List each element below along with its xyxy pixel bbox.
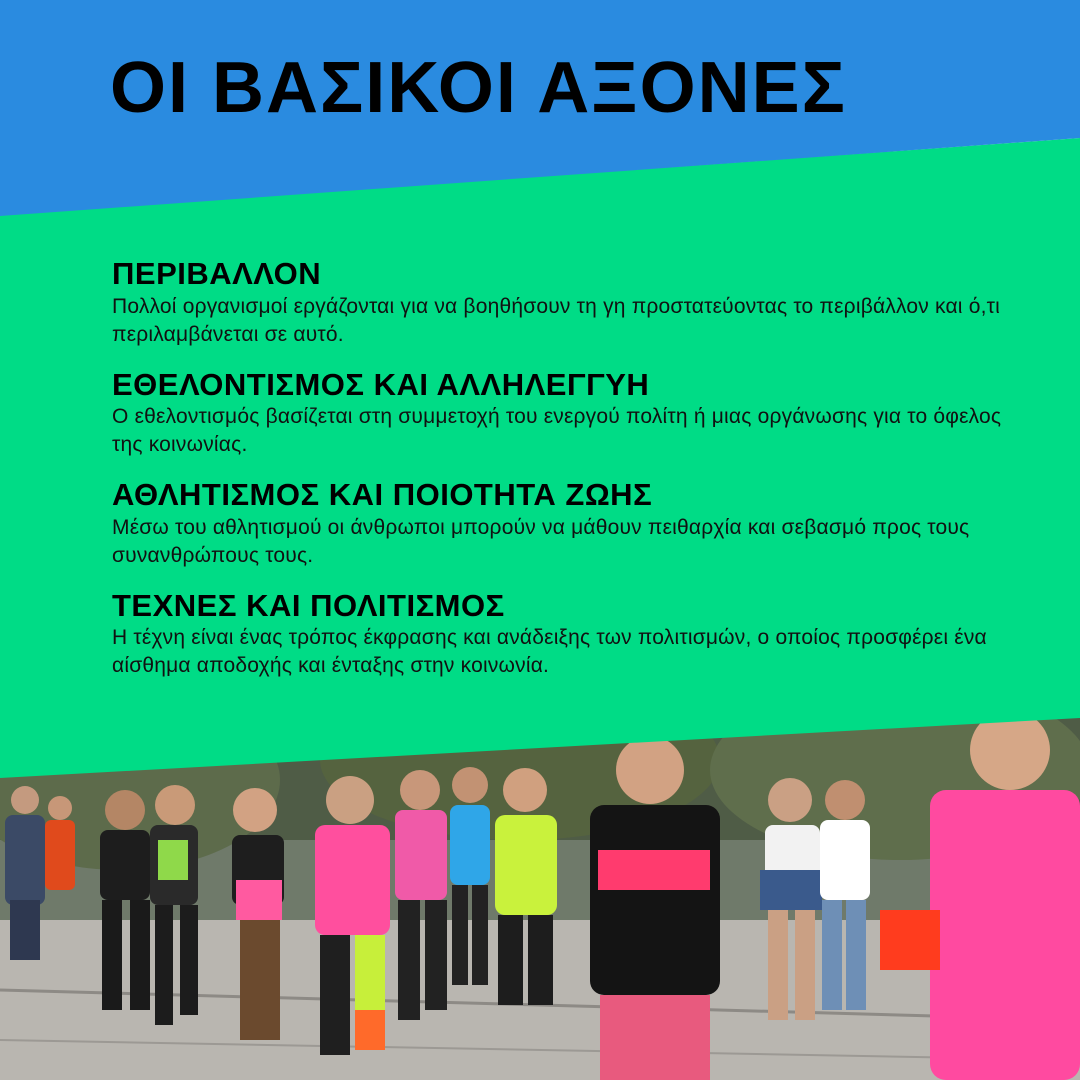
section-arts	[112, 587, 1012, 681]
section-heading: ΠΕΡΙΒΑΛΛΟΝ	[112, 256, 322, 291]
section-volunteering	[112, 366, 1012, 460]
section-sports	[112, 479, 1012, 570]
section-heading: ΕΘΕΛΟΝΤΙΣΜΟΣ ΚΑΙ ΑΛΛΗΛΕΓΓΥΗ	[112, 366, 650, 402]
section-text: Πολλοί οργανισμοί εργάζονται για να βοηθήσουν τη γη προστατεύοντας το περιβάλλον και ό,τι περιλαμβάνεται σε αυτό.	[112, 294, 1000, 346]
page-title: ΟΙ ΒΑΣΙΚΟΙ ΑΞΟΝΕΣ	[110, 48, 847, 128]
section-text: Η τέχνη είναι ένας τρόπος έκφρασης και ανάδειξης των πολιτισμών, ο οποίος προσφέρει ένα αίσθημα αποδοχής και ένταξης στην κοινωνία.	[112, 626, 987, 678]
section-environment	[112, 258, 1012, 349]
pillars-list	[112, 258, 1012, 700]
section-text: Ο εθελοντισμός βασίζεται στη συμμετοχή του ενεργού πολίτη ή μιας οργάνωσης για το όφελος της κοινωνίας.	[112, 405, 1002, 457]
section-text: Μέσω του αθλητισμού οι άνθρωποι μπορούν να μάθουν πειθαρχία και σεβασμό προς τους συνανθρώπους τους.	[112, 515, 970, 567]
blue-header-background	[0, 0, 1080, 260]
section-heading: ΑΘΛΗΤΙΣΜΟΣ ΚΑΙ ΠΟΙΟΤΗΤΑ ΖΩΗΣ	[112, 477, 653, 513]
section-heading: ΤΕΧΝΕΣ ΚΑΙ ΠΟΛΙΤΙΣΜΟΣ	[112, 587, 505, 623]
